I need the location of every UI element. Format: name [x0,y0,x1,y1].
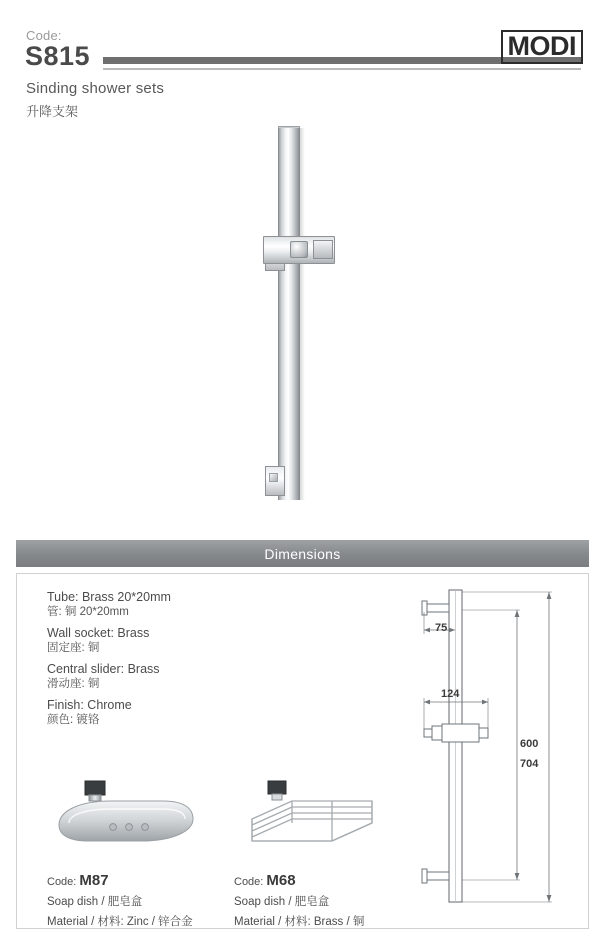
accessory-material-m68: Material / 材料: Brass / 铜 [234,916,365,928]
spec-list [47,591,171,735]
spec-finish-cn: 颜色: 镀铬 [47,713,100,726]
bar-shadow [300,128,305,500]
spec-slider-en: Central slider: Brass [47,662,160,676]
product-code: S815 [25,41,91,71]
document-header [0,0,605,128]
central-slider-knob [290,241,308,258]
spec-finish-en: Finish: Chrome [47,698,132,712]
header-rule-thin [103,68,581,70]
accessory-name-m68: Soap dish / 肥皂盒 [234,896,330,908]
spec-tube-en: Tube: Brass 20*20mm [47,590,171,604]
spec-socket-cn: 固定座: 铜 [47,641,100,654]
spec-slider-cn: 滑动座: 铜 [47,677,100,690]
accessory-image-m87 [45,779,200,857]
wall-socket-bottom-detail [269,473,278,482]
central-slider-holder [313,240,333,259]
accessory-image-m68 [232,779,387,857]
shower-slide-bar [278,128,300,500]
dimensions-panel-body [16,573,589,929]
dimension-value-704: 704 [520,758,539,770]
technical-drawing [402,580,580,924]
accessory-code-m87 [47,872,193,889]
dimension-value-600: 600 [520,738,539,750]
code-label: Code: [26,28,62,43]
accessory-code-label-m68: Code: [234,876,264,888]
accessory-caption-m87 [47,872,193,929]
dimensions-panel-title: Dimensions [16,540,589,567]
accessory-code-value-m87: M87 [79,872,109,889]
accessory-code-value-m68: M68 [266,872,296,889]
dimension-value-124: 124 [441,688,460,700]
brand-logo: MODI [501,30,584,64]
dimension-value-75: 75 [435,622,448,634]
product-title-cn: 升降支架 [26,104,79,119]
accessory-name-m87: Soap dish / 肥皂盒 [47,896,143,908]
dimensions-panel [16,540,589,929]
accessory-code-m68 [234,872,364,889]
spec-socket-en: Wall socket: Brass [47,626,150,640]
accessory-code-label-m87: Code: [47,876,77,888]
accessory-material-m87: Material / 材料: Zinc / 锌合金 [47,916,193,928]
accessory-caption-m68 [234,872,364,929]
product-photo [0,128,605,528]
product-title-en: Sinding shower sets [26,80,165,97]
spec-tube-cn: 管: 铜 20*20mm [47,605,129,618]
